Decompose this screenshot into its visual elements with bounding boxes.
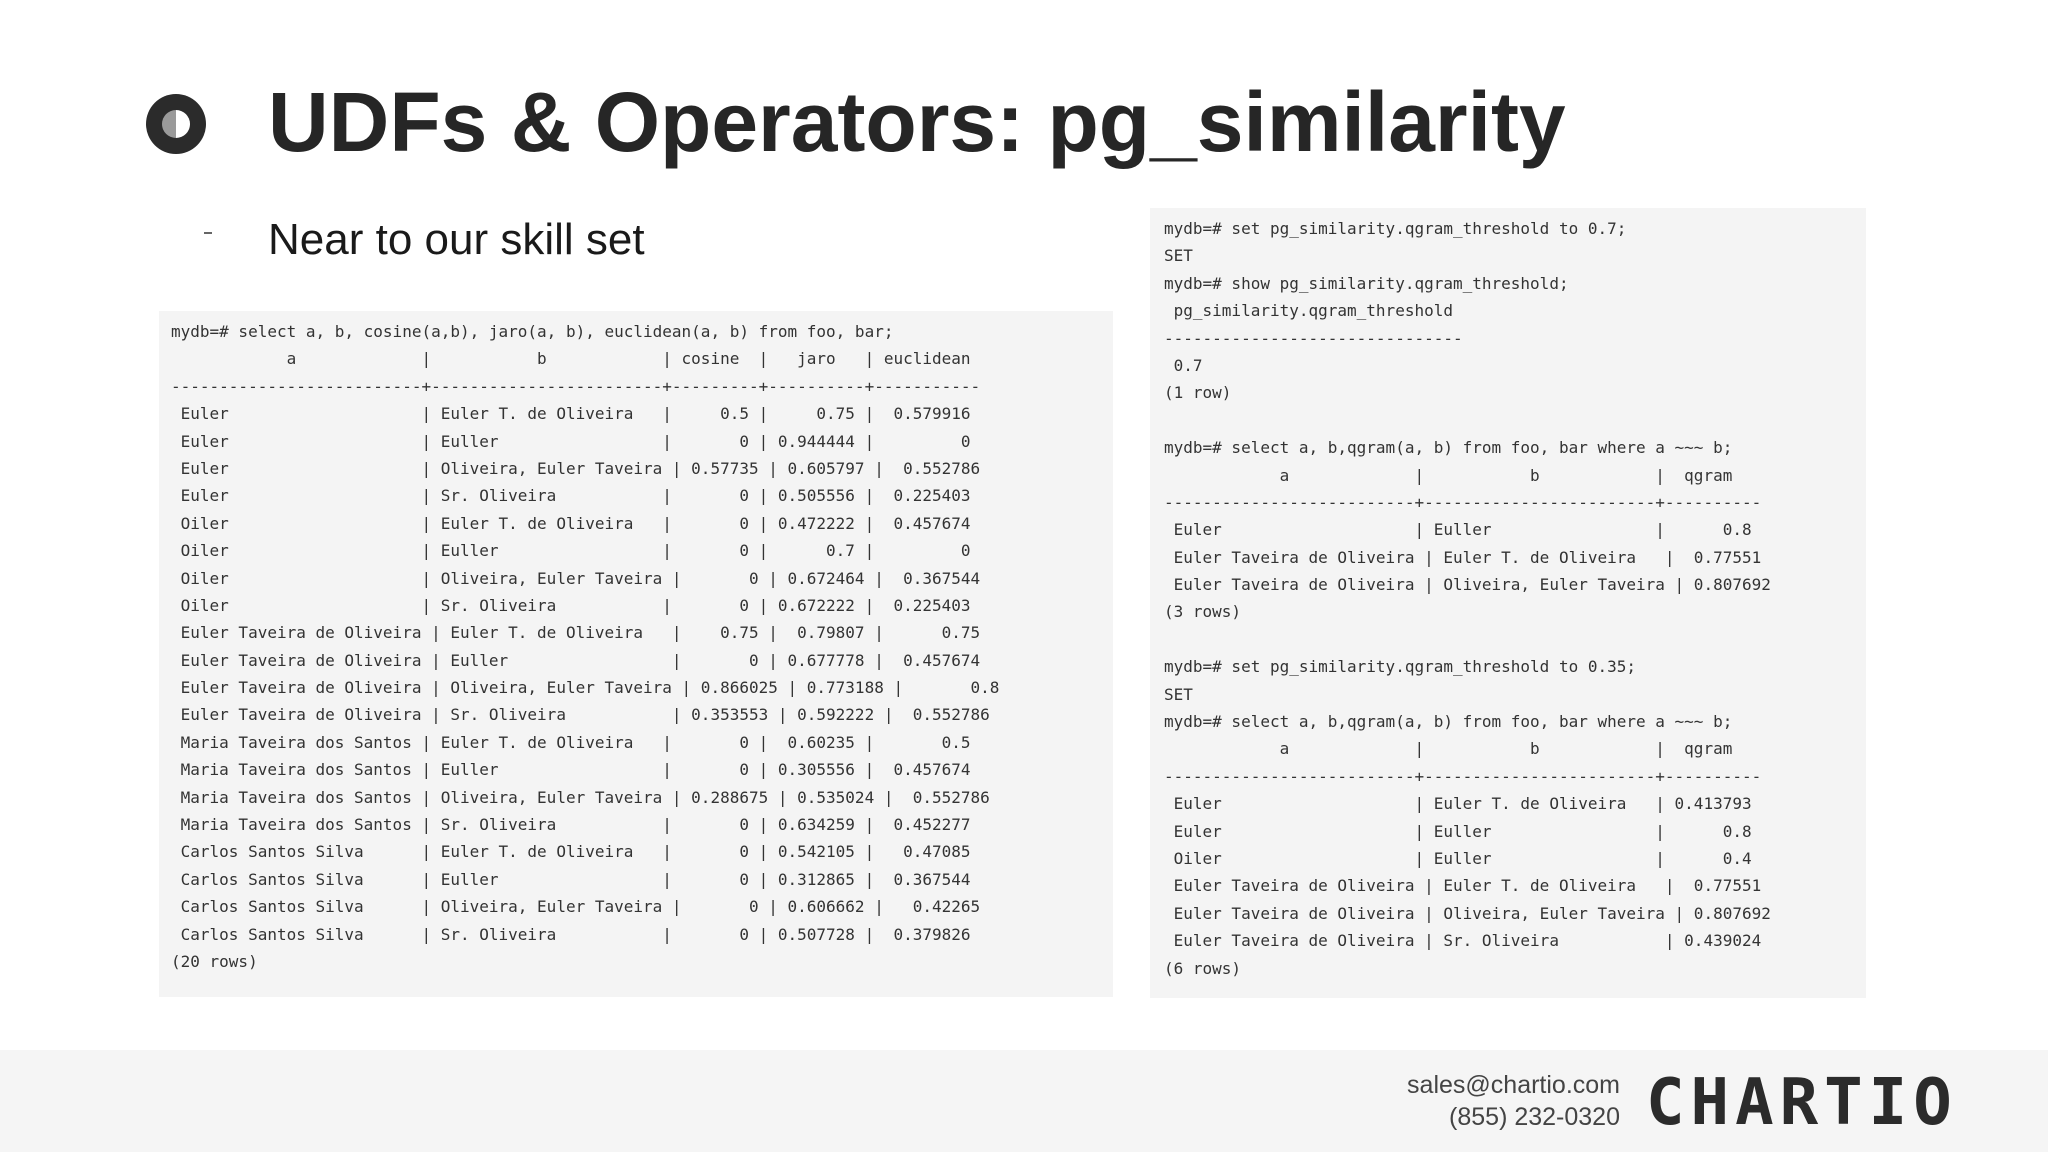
right-terminal-line: mydb=# set pg_similarity.qgram_threshold to 0.35;	[1164, 657, 1637, 677]
contact-phone: (855) 232-0320	[1449, 1103, 1620, 1131]
right-terminal-line: a | b | qgram	[1164, 465, 1733, 485]
right-terminal-line: mydb=# select a, b,qgram(a, b) from foo, bar where a ~~~ b;	[1164, 438, 1733, 458]
bullet-text: Near to our skill set	[268, 215, 645, 264]
bullet-dash	[204, 232, 212, 234]
left-terminal-line: Oiler | Oliveira, Euler Taveira | 0 | 0.672464 | 0.367544	[171, 568, 981, 588]
left-terminal-line: --------------------------+------------------------+---------+----------+-----------	[171, 376, 981, 396]
left-terminal-line: a | b | cosine | jaro | euclidean	[171, 349, 971, 369]
right-terminal-line: a | b | qgram	[1164, 739, 1733, 759]
right-terminal-line: Euler Taveira de Oliveira | Oliveira, Euler Taveira | 0.807692	[1164, 575, 1771, 595]
right-terminal-line: Euler | Euller | 0.8	[1164, 520, 1752, 540]
left-terminal-line: Euler | Euller | 0 | 0.944444 | 0	[171, 431, 971, 451]
left-terminal-line: Oiler | Euler T. de Oliveira | 0 | 0.472222 | 0.457674	[171, 513, 971, 533]
right-terminal-line: SET	[1164, 684, 1193, 704]
half-filled-circle-icon	[144, 92, 208, 156]
slide-title: UDFs & Operators: pg_similarity	[268, 75, 1566, 169]
left-terminal-line: Maria Taveira dos Santos | Oliveira, Euler Taveira | 0.288675 | 0.535024 | 0.552786	[171, 787, 990, 807]
right-terminal-line: pg_similarity.qgram_threshold	[1164, 301, 1453, 321]
right-terminal-line: (6 rows)	[1164, 958, 1242, 978]
left-terminal-line: Euler | Oliveira, Euler Taveira | 0.57735 | 0.605797 | 0.552786	[171, 458, 981, 478]
right-terminal-line: SET	[1164, 246, 1193, 266]
left-terminal-line: Maria Taveira dos Santos | Euller | 0 | 0.305556 | 0.457674	[171, 760, 971, 780]
left-terminal-line: Carlos Santos Silva | Euler T. de Oliveira | 0 | 0.542105 | 0.47085	[171, 842, 971, 862]
right-terminal-line: --------------------------+------------------------+----------	[1164, 766, 1762, 786]
brand-logo: CHARTIO	[1646, 1066, 1958, 1140]
right-terminal-output	[1150, 208, 1866, 998]
left-terminal-line: Euler Taveira de Oliveira | Sr. Oliveira | 0.353553 | 0.592222 | 0.552786	[171, 705, 990, 725]
right-terminal-line: mydb=# set pg_similarity.qgram_threshold to 0.7;	[1164, 219, 1627, 238]
right-terminal-line: Oiler | Euller | 0.4	[1164, 848, 1752, 868]
right-terminal-line	[1164, 626, 1866, 653]
left-terminal-line: Oiler | Euller | 0 | 0.7 | 0	[171, 541, 971, 561]
right-terminal-line	[1164, 407, 1866, 434]
right-terminal-line: Euler Taveira de Oliveira | Euler T. de Oliveira | 0.77551	[1164, 547, 1762, 567]
right-terminal-line: Euler Taveira de Oliveira | Euler T. de Oliveira | 0.77551	[1164, 876, 1762, 896]
right-terminal-line: (3 rows)	[1164, 602, 1242, 622]
right-terminal-line: Euler Taveira de Oliveira | Oliveira, Euler Taveira | 0.807692	[1164, 903, 1771, 923]
left-terminal-line: Maria Taveira dos Santos | Sr. Oliveira | 0 | 0.634259 | 0.452277	[171, 815, 971, 835]
left-terminal-line: Carlos Santos Silva | Sr. Oliveira | 0 | 0.507728 | 0.379826	[171, 924, 971, 944]
left-terminal-line: Euler Taveira de Oliveira | Euller | 0 | 0.677778 | 0.457674	[171, 650, 981, 670]
left-terminal-line: Carlos Santos Silva | Euller | 0 | 0.312865 | 0.367544	[171, 869, 971, 889]
left-terminal-line: mydb=# select a, b, cosine(a,b), jaro(a, b), euclidean(a, b) from foo, bar;	[171, 322, 894, 341]
left-terminal-line: Euler | Euler T. de Oliveira | 0.5 | 0.75 | 0.579916	[171, 404, 971, 424]
left-terminal-line: (20 rows)	[171, 951, 258, 971]
left-terminal-line: Euler Taveira de Oliveira | Oliveira, Euler Taveira | 0.866025 | 0.773188 | 0.8	[171, 678, 1000, 698]
contact-email: sales@chartio.com	[1407, 1071, 1620, 1099]
left-terminal-line: Euler | Sr. Oliveira | 0 | 0.505556 | 0.225403	[171, 486, 971, 506]
right-terminal-line: -------------------------------	[1164, 328, 1463, 348]
right-terminal-line: (1 row)	[1164, 383, 1232, 403]
right-terminal-line: Euler | Euler T. de Oliveira | 0.413793	[1164, 794, 1752, 814]
right-terminal-line: 0.7	[1164, 355, 1203, 375]
left-terminal-output	[159, 311, 1113, 997]
left-terminal-line: Maria Taveira dos Santos | Euler T. de Oliveira | 0 | 0.60235 | 0.5	[171, 732, 971, 752]
right-terminal-line: Euler | Euller | 0.8	[1164, 821, 1752, 841]
left-terminal-line: Euler Taveira de Oliveira | Euler T. de Oliveira | 0.75 | 0.79807 | 0.75	[171, 623, 981, 643]
right-terminal-line: mydb=# show pg_similarity.qgram_threshold;	[1164, 273, 1569, 293]
right-terminal-line: mydb=# select a, b,qgram(a, b) from foo, bar where a ~~~ b;	[1164, 712, 1733, 732]
right-terminal-line: --------------------------+------------------------+----------	[1164, 492, 1762, 512]
right-terminal-line: Euler Taveira de Oliveira | Sr. Oliveira | 0.439024	[1164, 931, 1762, 951]
left-terminal-line: Carlos Santos Silva | Oliveira, Euler Taveira | 0 | 0.606662 | 0.42265	[171, 897, 981, 917]
left-terminal-line: Oiler | Sr. Oliveira | 0 | 0.672222 | 0.225403	[171, 595, 971, 615]
